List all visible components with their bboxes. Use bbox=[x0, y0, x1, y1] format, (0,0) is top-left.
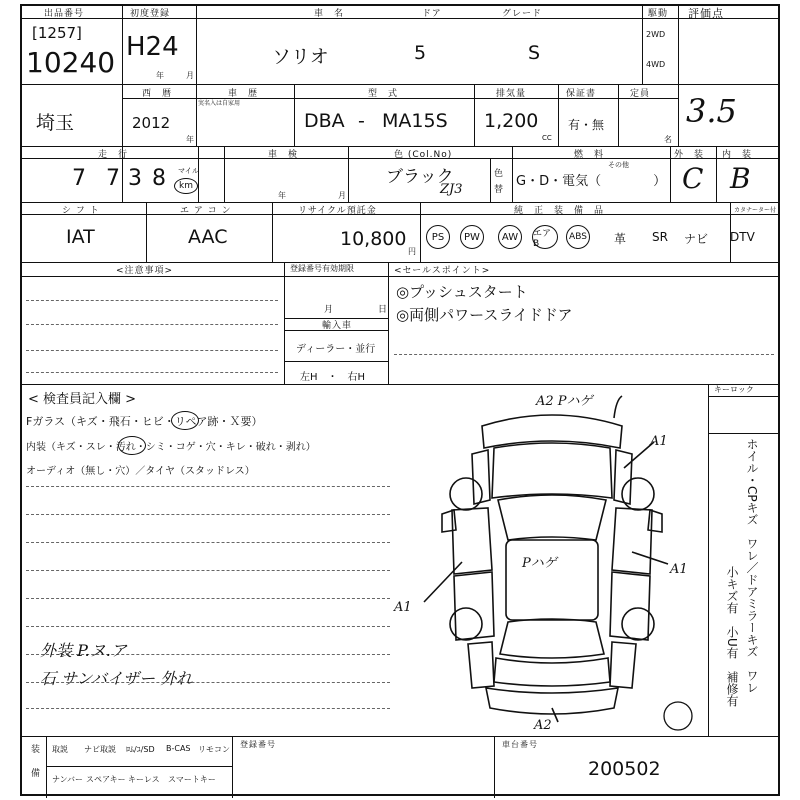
shift-label: シ フ ト bbox=[62, 206, 100, 216]
recycle-value: 10,800 bbox=[340, 228, 407, 250]
equip-sunroof: SR bbox=[652, 230, 668, 244]
deadline-month: 月 bbox=[324, 305, 335, 315]
rule bbox=[146, 202, 147, 262]
right-rear-door bbox=[610, 572, 650, 640]
footer-item: 取説 bbox=[52, 745, 68, 754]
left-rear-door bbox=[454, 572, 494, 640]
windshield bbox=[498, 495, 606, 540]
drive-2wd: 2WD bbox=[646, 30, 666, 39]
type-code: MA15S bbox=[382, 110, 448, 132]
lot-number: 10240 bbox=[26, 46, 116, 79]
rule bbox=[716, 146, 717, 202]
key-indicator-circle bbox=[664, 702, 692, 730]
year-unit-2: 年 bbox=[186, 135, 195, 144]
month-unit: 月 bbox=[186, 71, 195, 80]
footer-item: リモコン bbox=[198, 745, 230, 754]
history-sub-label: 実名入は自家用 bbox=[198, 100, 241, 107]
footer-item: B-CAS bbox=[166, 744, 191, 753]
wheel-front-right bbox=[622, 478, 654, 510]
rule bbox=[420, 202, 421, 262]
displacement-label: 排気量 bbox=[496, 89, 527, 99]
mark-line bbox=[614, 396, 622, 418]
left-rear-fender bbox=[468, 642, 494, 688]
rule bbox=[22, 84, 778, 85]
drive-4wd: 4WD bbox=[646, 60, 666, 69]
diagram-mark-right: A1 bbox=[670, 562, 688, 577]
type-label: 型 式 bbox=[368, 89, 399, 99]
tuner-label: カタナーター付 bbox=[734, 207, 777, 214]
equip-aw-badge: AW bbox=[498, 225, 522, 249]
sales-point-2: ◎両側パワースライドドア bbox=[396, 306, 573, 324]
note-line bbox=[26, 542, 390, 543]
rule bbox=[474, 84, 475, 146]
rule bbox=[558, 84, 559, 146]
import-label: 輸入車 bbox=[322, 321, 353, 331]
model-label: 車 名 bbox=[314, 9, 345, 19]
inspector-title: < 検査員記入欄 > bbox=[28, 392, 137, 407]
note-line bbox=[26, 626, 390, 627]
rule bbox=[22, 384, 778, 385]
door-count: 5 bbox=[414, 42, 427, 64]
yen-unit: 円 bbox=[408, 247, 417, 256]
chassis-number-label: 車台番号 bbox=[502, 740, 538, 749]
footer-item: ナビ取説 bbox=[84, 745, 116, 754]
door-label: ドア bbox=[422, 9, 442, 19]
rule bbox=[46, 736, 47, 798]
key-lock-label: キーロック bbox=[714, 385, 754, 394]
footer-item: スペアキー bbox=[86, 775, 126, 784]
rule bbox=[196, 6, 197, 84]
color-value: ブラック bbox=[386, 167, 454, 187]
deadline-day: 日 bbox=[378, 305, 389, 315]
inspection-month-unit: 月 bbox=[338, 191, 347, 200]
equipment-label: 純 正 装 備 品 bbox=[514, 206, 605, 216]
color-label: 色 (Col.No) bbox=[394, 150, 453, 160]
interior-line: 内装（キズ・スレ・汚れ・シミ・コゲ・穴・キレ・破れ・剥れ） bbox=[26, 442, 316, 453]
prefecture: 埼玉 bbox=[36, 112, 75, 134]
mileage-digit: 8 bbox=[152, 166, 166, 191]
interior-grade: B bbox=[730, 162, 751, 195]
rule bbox=[670, 146, 671, 202]
glass-line: Fガラス（キズ・飛石・ヒビ・リペア跡・Ｘ要） bbox=[26, 415, 263, 428]
wheel-front-left bbox=[450, 478, 482, 510]
sales-point-label: <セールスポイント> bbox=[394, 266, 491, 276]
dealer-parallel: ディーラー・並行 bbox=[296, 344, 376, 355]
mark-line bbox=[552, 708, 558, 722]
rule bbox=[22, 202, 778, 203]
note-line bbox=[26, 324, 278, 325]
rule bbox=[196, 84, 197, 146]
rule bbox=[22, 276, 778, 277]
type-prefix: DBA bbox=[304, 110, 345, 132]
rule bbox=[618, 84, 619, 146]
diagram-mark-top: A2 Pハゲ bbox=[536, 394, 593, 409]
rule bbox=[284, 262, 285, 384]
rule bbox=[708, 396, 778, 397]
handwritten-note-1: 外装 P.ヌ.ア bbox=[40, 641, 127, 660]
interior-label: 内 装 bbox=[722, 150, 753, 160]
color-change-mark2: 替 bbox=[494, 185, 505, 195]
history-label: 車 歴 bbox=[228, 89, 259, 99]
rule bbox=[122, 6, 123, 202]
first-reg-label: 初度登録 bbox=[130, 9, 171, 19]
equipment-side-label: 装 備 bbox=[29, 744, 39, 783]
recycle-label: リサイクル預託金 bbox=[298, 206, 377, 216]
diagram-mark-bottom: A2 bbox=[534, 718, 552, 733]
rule bbox=[284, 361, 388, 362]
right-front-door bbox=[612, 508, 652, 574]
score-label: 評価点 bbox=[688, 7, 724, 20]
note-line bbox=[26, 514, 390, 515]
hood bbox=[492, 443, 612, 498]
diagram-mark-center: Pハゲ bbox=[522, 556, 557, 571]
glass-chip-circle bbox=[171, 411, 199, 430]
rule bbox=[512, 146, 513, 202]
rule bbox=[708, 433, 778, 434]
year-unit: 年 bbox=[156, 71, 165, 80]
right-front-fender bbox=[614, 450, 632, 504]
interior-stain-circle bbox=[118, 436, 146, 455]
fuel-label: 燃 料 bbox=[574, 150, 605, 160]
note-line bbox=[26, 300, 278, 301]
displacement-value: 1,200 bbox=[484, 110, 539, 132]
mileage-digit: 7 bbox=[106, 166, 120, 191]
footer-item: ナンバー bbox=[52, 775, 84, 784]
handwritten-note-2: 石 サンバイザー 外れ bbox=[40, 669, 193, 688]
color-change-mark: 色 bbox=[494, 169, 505, 179]
warranty-value: 有・無 bbox=[568, 118, 605, 132]
exterior-grade: C bbox=[682, 162, 704, 195]
equip-pw-badge: PW bbox=[460, 225, 484, 249]
equip-dtv: DTV bbox=[730, 230, 755, 244]
fuel-value: G・D・電気（ ） bbox=[516, 174, 667, 189]
car-name: ソリオ bbox=[272, 46, 329, 68]
km-unit-circled: km bbox=[174, 178, 198, 194]
caution-label: <注意事項> bbox=[116, 266, 174, 276]
fuel-other-label: その他 bbox=[608, 161, 629, 169]
rule bbox=[642, 6, 643, 84]
mile-unit: マイル bbox=[178, 167, 199, 175]
note-line bbox=[26, 570, 390, 571]
audio-tire-line: オーディオ（無し・穴）／タイヤ（スタッドレス） bbox=[26, 466, 255, 477]
left-front-fender bbox=[472, 450, 490, 504]
rule bbox=[348, 146, 349, 202]
first-reg-era-year: H24 bbox=[126, 32, 179, 62]
exterior-label: 外 装 bbox=[674, 150, 705, 160]
lot-label: 出品番号 bbox=[44, 9, 85, 19]
drive-label: 駆動 bbox=[648, 9, 669, 19]
note-line bbox=[26, 350, 278, 351]
right-mirror bbox=[648, 510, 662, 532]
rule bbox=[22, 214, 778, 215]
note-line bbox=[26, 598, 390, 599]
rule bbox=[678, 6, 679, 146]
equip-leather: 革 bbox=[614, 232, 627, 246]
note-line bbox=[26, 486, 390, 487]
capacity-unit: 名 bbox=[664, 135, 673, 144]
rule bbox=[388, 262, 389, 384]
rear-hatch bbox=[494, 658, 610, 686]
rule bbox=[22, 736, 778, 737]
ac-value: AAC bbox=[188, 226, 228, 248]
diagram-mark-left: A1 bbox=[394, 600, 412, 615]
sales-point-1: ◎プッシュスタート bbox=[396, 283, 528, 301]
right-rear-fender bbox=[610, 642, 636, 688]
lot-box: [1257] bbox=[32, 24, 82, 42]
rule bbox=[224, 146, 225, 202]
ac-label: エ ア コ ン bbox=[180, 206, 232, 216]
equip-airbag-badge: エアB bbox=[532, 225, 558, 249]
diagram-mark-right-top: A1 bbox=[650, 434, 668, 449]
mileage-digit: 7 bbox=[72, 166, 86, 191]
note-line bbox=[394, 354, 774, 355]
inspection-year-unit: 年 bbox=[278, 191, 287, 200]
left-mirror bbox=[442, 510, 456, 532]
registration-number-label: 登録番号 bbox=[240, 740, 276, 749]
grade-value: S bbox=[528, 42, 541, 64]
sidebar-note-2: 小キズ有 小U有 補修有 bbox=[725, 566, 739, 707]
cc-unit: CC bbox=[542, 134, 552, 142]
rear-window bbox=[500, 619, 604, 658]
rule bbox=[494, 736, 495, 798]
rule bbox=[490, 158, 491, 202]
equip-navi: ナビ bbox=[684, 232, 709, 246]
shift-value: IAT bbox=[66, 226, 95, 248]
steering-side: 左H ・ 右H bbox=[300, 372, 366, 383]
score-value: 3.5 bbox=[686, 92, 737, 130]
warranty-label: 保証書 bbox=[566, 89, 597, 99]
chassis-number: 200502 bbox=[588, 758, 661, 780]
equip-ps-badge: PS bbox=[426, 225, 450, 249]
grade-label: グレード bbox=[502, 9, 543, 19]
rule bbox=[272, 202, 273, 262]
mileage-label: 走 行 bbox=[98, 150, 129, 160]
rule bbox=[232, 736, 233, 798]
footer-item: ﾛﾑ/ﾕ/SD bbox=[126, 745, 155, 754]
rule bbox=[708, 384, 709, 736]
capacity-label: 定員 bbox=[630, 89, 651, 99]
left-front-door bbox=[452, 508, 492, 574]
note-line bbox=[26, 372, 278, 373]
mark-line bbox=[424, 562, 462, 602]
year-western: 2012 bbox=[132, 114, 171, 132]
reg-deadline-label: 登録番号有効期限 bbox=[290, 264, 354, 273]
sidebar-note-1: ホイル・CPキズ ワレ／ドアミラーキズ ワレ bbox=[745, 438, 759, 694]
equip-abs-badge: ABS bbox=[566, 225, 590, 249]
type-dash: - bbox=[358, 110, 365, 132]
rule bbox=[46, 766, 232, 767]
rule bbox=[294, 84, 295, 146]
rear-bumper bbox=[486, 688, 618, 714]
inspection-label: 車 検 bbox=[268, 150, 299, 160]
mileage-digit: 3 bbox=[128, 166, 142, 191]
auction-sheet bbox=[20, 4, 780, 796]
footer-item: キーレス bbox=[128, 775, 160, 784]
western-year-label: 西 暦 bbox=[142, 89, 173, 99]
color-number: ZJ3 bbox=[440, 182, 463, 197]
note-line bbox=[26, 708, 390, 709]
footer-item: スマートキー bbox=[168, 775, 216, 784]
